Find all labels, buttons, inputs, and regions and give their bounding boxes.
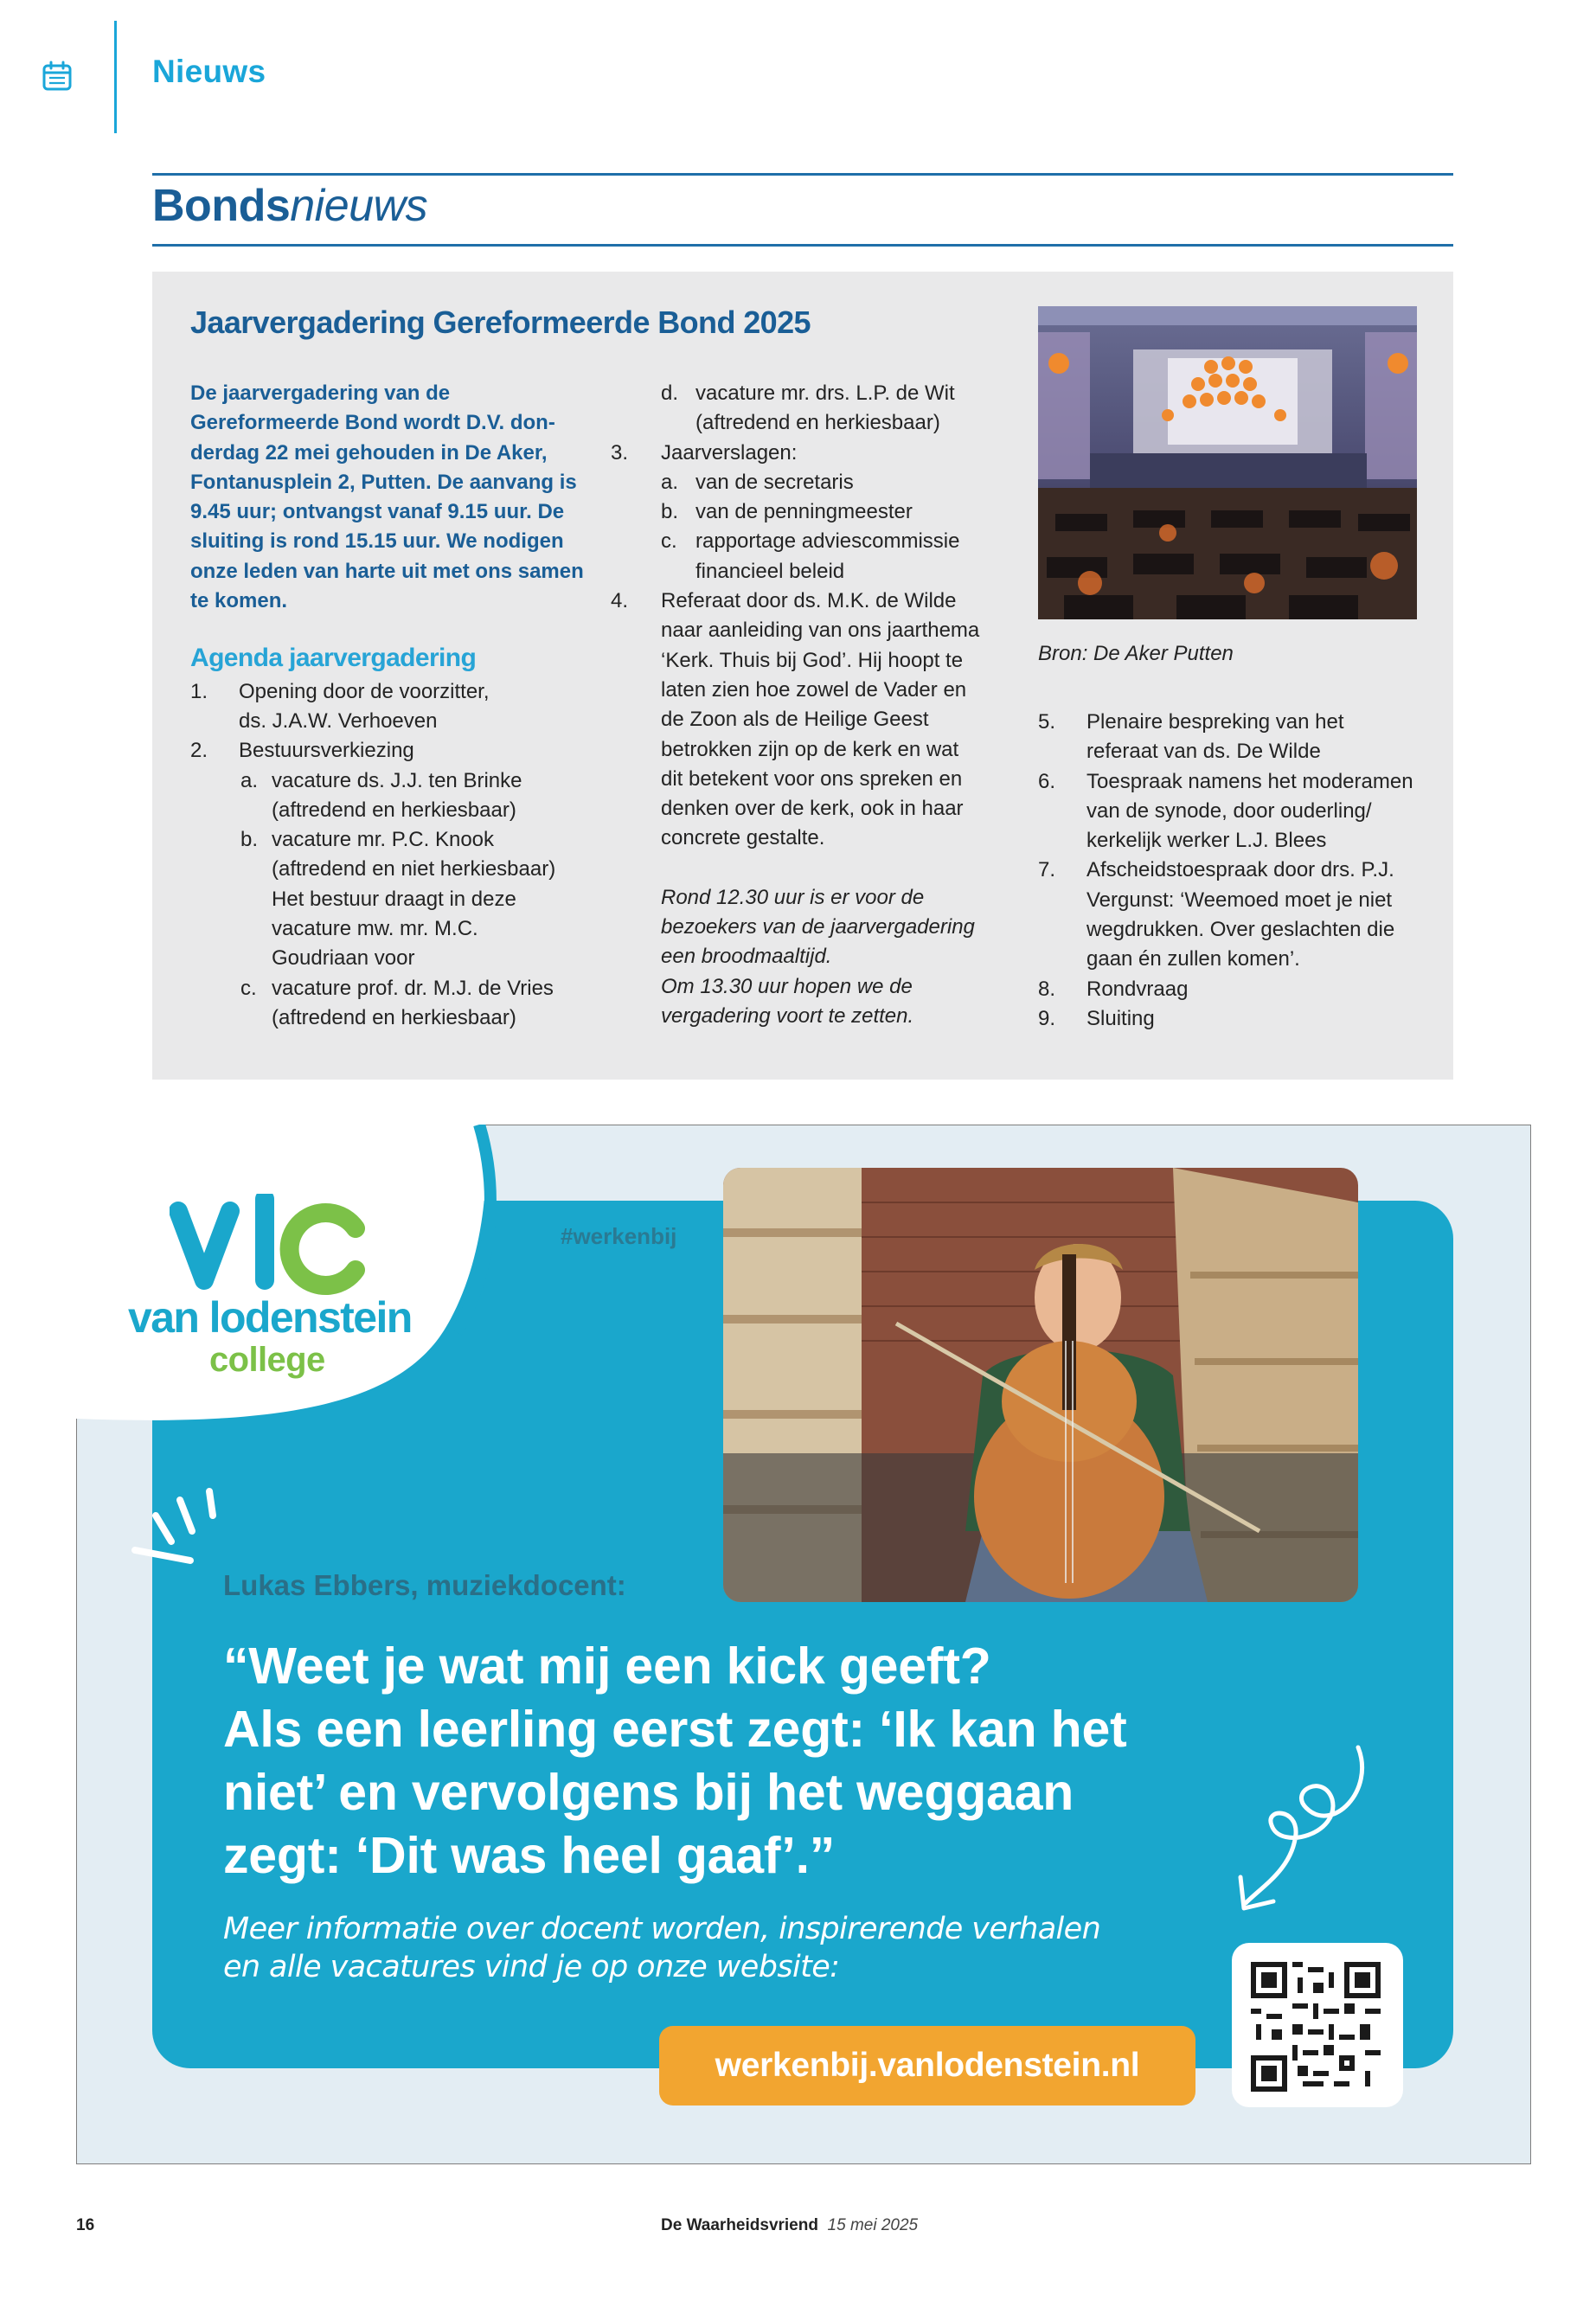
agenda-item-2a [190,766,588,826]
ad-photo-cello-student [723,1168,1358,1602]
agenda-item-3a [611,468,991,497]
agenda-line: Plenaire bespreking van het [1086,710,1344,734]
agenda-line: wegdrukken. Over geslachten die [1086,918,1395,942]
swirl-arrow-icon [1228,1739,1384,1920]
logo-name: van lodenstein [128,1293,412,1342]
agenda-item-3b [611,497,991,527]
agenda-line: (aftredend en herkiesbaar) [272,798,516,822]
agenda-line: vacature mr. P.C. Knook [272,828,495,852]
agenda-line: gaan én zullen komen’. [1086,947,1300,971]
article-intro [190,379,588,616]
agenda-line: rapportage adviescommissie [695,529,960,554]
agenda-letter: d. [661,381,679,405]
publication-name: De Waarheidsvriend [661,2216,818,2234]
agenda-line: Rondvraag [1086,977,1189,1001]
agenda-line: laten zien hoe zowel de Vader en [661,677,967,702]
quote-text [223,1635,1304,1888]
article-heading: Jaarvergadering Gereformeerde Bond 2025 [190,304,811,340]
agenda-line: Jaarverslagen: [661,440,798,465]
agenda-line: financieel beleid [695,559,845,583]
quote-line: “Weet je wat mij een kick geeft? [223,1638,991,1695]
intro-line: De jaarvergadering van de [190,381,451,405]
agenda-line: van de synode, door ouderling/ [1086,798,1372,823]
agenda-line: (aftredend en niet herkiesbaar) [272,857,556,881]
title-rule-top [152,173,1453,176]
agenda-item-6 [1038,767,1436,856]
agenda-letter: a. [661,470,679,494]
title-rule-bottom [152,244,1453,247]
agenda-item-1 [190,677,588,737]
agenda-letter: a. [240,768,259,792]
quote-line: niet’ en vervolgens bij het weggaan [223,1764,1074,1821]
agenda-line: Toespraak namens het moderamen [1086,769,1413,793]
agenda-line: vacature prof. dr. M.J. de Vries [272,976,554,1000]
agenda-letter: c. [661,529,677,554]
lunch-line: bezoekers van de jaarvergadering [661,915,975,939]
logo-subtitle: college [209,1341,325,1379]
agenda-line: kerkelijk werker L.J. Blees [1086,829,1327,853]
agenda-item-3 [611,439,991,468]
footer-publication [661,2216,918,2235]
agenda-item-3c [611,527,991,586]
agenda-line: vacature mr. drs. L.P. de Wit [695,381,955,405]
qr-code-icon[interactable] [1251,1962,1381,2092]
intro-line: 9.45 uur; ontvangst vanaf 9.15 uur. De [190,500,565,524]
intro-line: sluiting is rond 15.15 uur. We nodigen [190,529,564,554]
vlc-logo-icon [170,1194,369,1298]
website-cta-button[interactable]: werkenbij.vanlodenstein.nl [659,2026,1195,2106]
intro-line: onze leden van harte uit met ons samen [190,559,584,583]
lunch-line: een broodmaaltijd. [661,945,832,969]
header-divider [114,21,117,133]
agenda-line: naar aanleiding van ons jaarthema [661,619,980,643]
agenda-line: concrete gestalte. [661,826,825,850]
intro-line: derdag 22 mei gehouden in De Aker, [190,440,548,465]
agenda-title: Agenda jaarvergadering [190,644,477,673]
agenda-item-2c [190,974,588,1034]
section-title [152,180,427,232]
publication-date: 15 mei 2025 [827,2216,919,2234]
lunch-line: vergadering voort te zetten. [661,1003,914,1028]
ad-hashtag: #werkenbij [561,1223,677,1249]
info-line: Meer informatie over docent worden, inspirerende verhalen [223,1912,1101,1946]
agenda-line: van de secretaris [695,470,854,494]
accent-strokes-icon [130,1481,234,1567]
agenda-number: 9. [1038,1006,1056,1030]
agenda-line: Bestuursverkiezing [239,739,414,763]
agenda-line: referaat van ds. De Wilde [1086,740,1321,764]
agenda-line: de Zoon als de Heilige Geest [661,708,929,732]
agenda-item-9 [1038,1004,1436,1034]
agenda-line: ds. J.A.W. Verhoeven [239,708,438,733]
lunch-line: Om 13.30 uur hopen we de [661,974,913,998]
agenda-item-4 [611,586,991,854]
agenda-number: 1. [190,679,208,703]
agenda-line: ‘Kerk. Thuis bij God’. Hij hoopt te [661,648,964,672]
agenda-letter: b. [661,500,679,524]
article-column-1 [190,379,588,1033]
agenda-number: 5. [1038,710,1056,734]
article-column-3 [1038,708,1436,1034]
agenda-number: 8. [1038,977,1056,1001]
agenda-number: 4. [611,589,629,613]
lunch-note [611,883,991,1031]
page-number: 16 [76,2216,95,2234]
agenda-item-2b [190,825,588,973]
quote-line: zegt: ‘Dit was heel gaaf’.” [223,1827,836,1884]
agenda-item-5 [1038,708,1436,767]
calendar-icon [42,61,73,92]
quote-line: Als een leerling eerst zegt: ‘Ik kan het [223,1701,1127,1758]
intro-line: Fontanusplein 2, Putten. De aanvang is [190,470,577,494]
agenda-item-2 [190,736,588,766]
article-column-2 [611,379,991,1031]
section-label: Nieuws [152,54,266,89]
info-line: en alle vacatures vind je op onze website: [223,1950,840,1984]
intro-line: Gereformeerde Bond wordt D.V. don- [190,411,555,435]
agenda-line: Het bestuur draagt in deze [272,887,516,911]
venue-photo [1038,306,1417,619]
agenda-letter: c. [240,976,257,1000]
agenda-line: Opening door de voorzitter, [239,679,490,703]
agenda-line: Referaat door ds. M.K. de Wilde [661,589,957,613]
agenda-line: van de penningmeester [695,500,913,524]
agenda-line: vacature ds. J.J. ten Brinke [272,768,522,792]
intro-line: te komen. [190,589,288,613]
info-text [223,1910,1140,1986]
agenda-line: Afscheidstoespraak door drs. P.J. [1086,858,1394,882]
lunch-line: Rond 12.30 uur is er voor de [661,885,925,909]
agenda-item-8 [1038,975,1436,1004]
agenda-line: (aftredend en herkiesbaar) [272,1005,516,1029]
agenda-line: Goudriaan voor [272,946,415,971]
agenda-item-2d [611,379,991,439]
agenda-item-7 [1038,856,1436,974]
agenda-letter: b. [240,828,259,852]
agenda-line: Sluiting [1086,1006,1155,1030]
agenda-number: 6. [1038,769,1056,793]
section-title-bold: Bonds [152,181,291,231]
section-title-italic: nieuws [290,181,428,231]
agenda-line: vacature mw. mr. M.C. [272,917,478,941]
agenda-line: dit betekent voor ons spreken en [661,766,963,791]
agenda-number: 2. [190,739,208,763]
agenda-line: (aftredend en herkiesbaar) [695,411,940,435]
agenda-line: betrokken zijn op de kerk en wat [661,737,959,761]
agenda-line: Vergunst: ‘Weemoed moet je niet [1086,888,1393,912]
photo-caption: Bron: De Aker Putten [1038,642,1234,665]
agenda-number: 7. [1038,858,1056,882]
agenda-number: 3. [611,440,629,465]
quote-speaker: Lukas Ebbers, muziekdocent: [223,1569,626,1601]
agenda-line: denken over de kerk, ook in haar [661,797,964,821]
